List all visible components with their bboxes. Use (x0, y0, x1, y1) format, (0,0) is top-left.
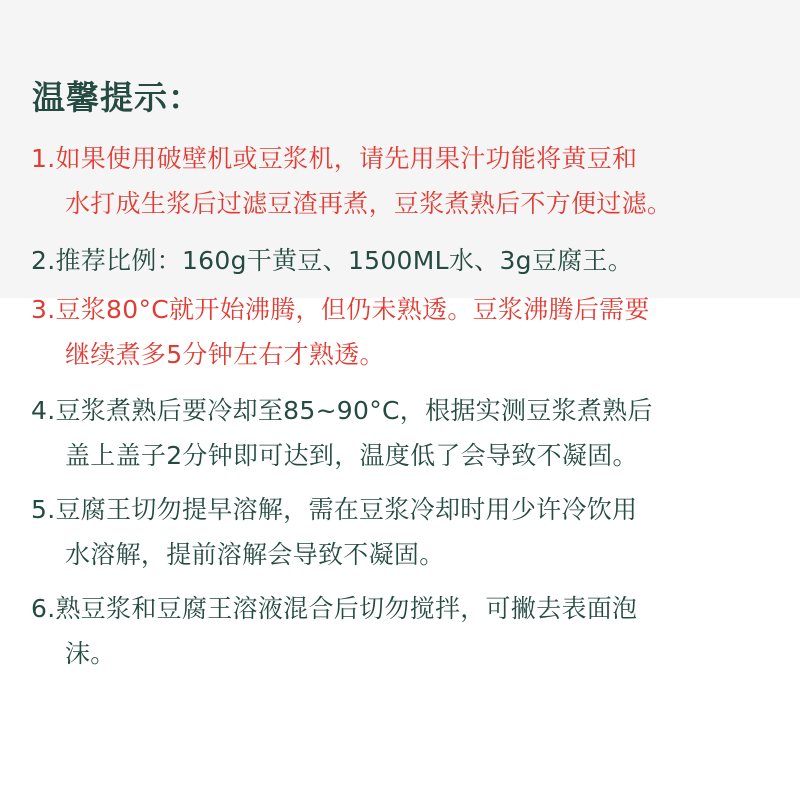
tip-line: 2.推荐比例：160g干黄豆、1500ML水、3g豆腐王。 (31, 246, 634, 275)
tip-line: 5.豆腐王切勿提早溶解，需在豆浆冷却时用少许冷饮用 (31, 495, 638, 524)
tip-line: 1.如果使用破壁机或豆浆机，请先用果汁功能将黄豆和 (31, 144, 638, 173)
tip-item-5 (31, 487, 781, 577)
tip-line: 盖上盖子2分钟即可达到，温度低了会导致不凝固。 (65, 441, 638, 470)
tip-line: 3.豆浆80°C就开始沸腾，但仍未熟透。豆浆沸腾后需要 (31, 295, 650, 324)
page-title: 温馨提示： (32, 78, 202, 117)
tip-item-4 (31, 388, 781, 478)
tip-line: 沫。 (65, 639, 116, 668)
tip-line: 6.熟豆浆和豆腐王溶液混合后切勿搅拌，可撇去表面泡 (31, 594, 638, 623)
tip-item-3 (31, 287, 781, 377)
tip-line: 水打成生浆后过滤豆渣再煮，豆浆煮熟后不方便过滤。 (65, 189, 673, 218)
tip-line: 水溶解，提前溶解会导致不凝固。 (65, 540, 445, 569)
tip-line: 继续煮多5分钟左右才熟透。 (65, 340, 385, 369)
tip-item-2 (31, 238, 781, 283)
tip-line: 4.豆浆煮熟后要冷却至85~90°C，根据实测豆浆煮熟后 (31, 396, 653, 425)
tip-item-1 (31, 136, 781, 226)
tip-item-6 (31, 586, 781, 676)
